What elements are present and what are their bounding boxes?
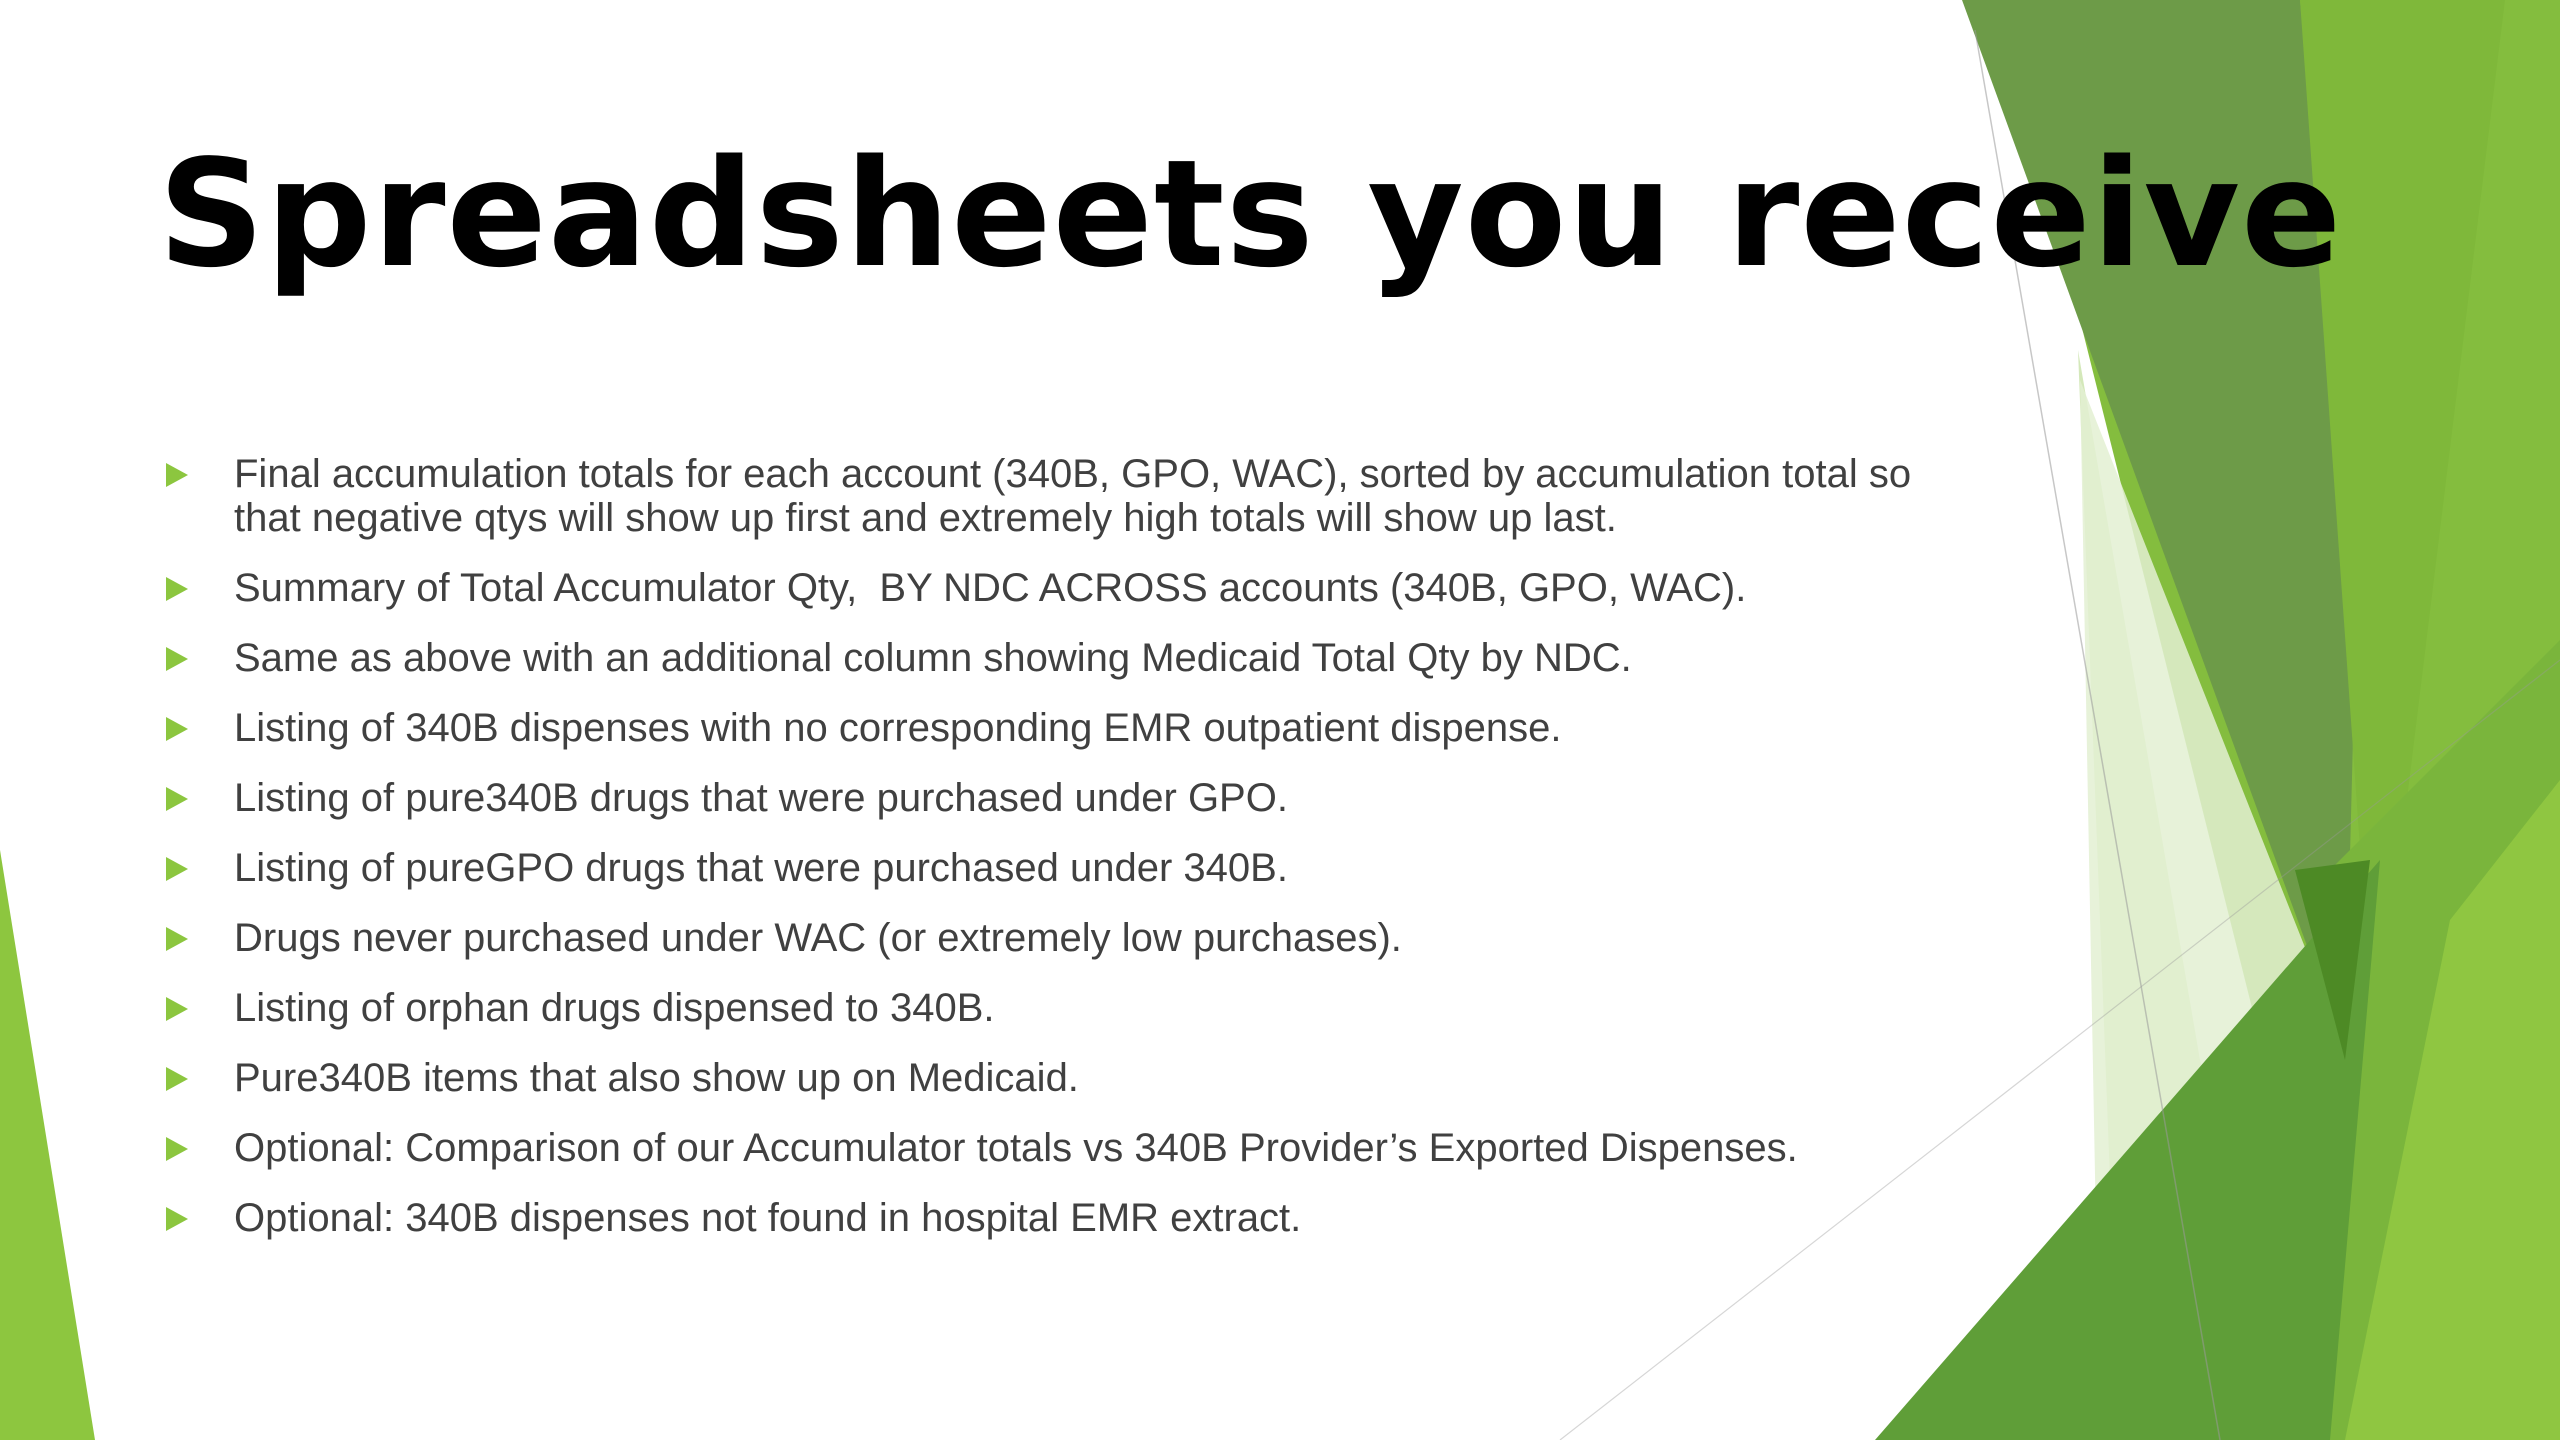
bullet-item	[160, 1126, 1920, 1170]
triangle-right-icon	[166, 647, 188, 671]
bullet-item	[160, 452, 1923, 540]
bullet-item	[160, 636, 1920, 680]
bullet-text: Final accumulation totals for each account (340B, GPO, WAC), sorted by accumulation total so that negative qtys will show up first and extremely high totals will show up last.	[234, 452, 1923, 540]
bullet-item	[160, 1196, 1920, 1240]
bullet-item	[160, 846, 1920, 890]
slide-title: Spreadsheets you receive	[158, 128, 2343, 300]
triangle-right-icon	[166, 1137, 188, 1161]
bullet-text: Optional: 340B dispenses not found in hospital EMR extract.	[234, 1196, 1302, 1240]
triangle-right-icon	[166, 927, 188, 951]
bullet-text: Listing of pure340B drugs that were purchased under GPO.	[234, 776, 1288, 820]
bullet-item	[160, 566, 1920, 610]
triangle-right-icon	[166, 1207, 188, 1231]
bullet-text: Listing of orphan drugs dispensed to 340B.	[234, 986, 995, 1030]
bullet-text: Summary of Total Accumulator Qty, BY NDC ACROSS accounts (340B, GPO, WAC).	[234, 566, 1747, 610]
triangle-right-icon	[166, 857, 188, 881]
bullet-item	[160, 1056, 1920, 1100]
triangle-right-icon	[166, 787, 188, 811]
bullet-item	[160, 916, 1920, 960]
bullet-text: Pure340B items that also show up on Medicaid.	[234, 1056, 1079, 1100]
bullet-text: Listing of 340B dispenses with no corresponding EMR outpatient dispense.	[234, 706, 1562, 750]
triangle-right-icon	[166, 463, 188, 487]
triangle-right-icon	[166, 1067, 188, 1091]
bullet-text: Optional: Comparison of our Accumulator totals vs 340B Provider’s Exported Dispenses.	[234, 1126, 1798, 1170]
bullet-item	[160, 776, 1920, 820]
left-accent-shape	[0, 850, 95, 1440]
bullet-list	[160, 452, 1923, 1266]
bullet-text: Same as above with an additional column showing Medicaid Total Qty by NDC.	[234, 636, 1632, 680]
triangle-right-icon	[166, 577, 188, 601]
bullet-text: Listing of pureGPO drugs that were purchased under 340B.	[234, 846, 1288, 890]
bullet-text: Drugs never purchased under WAC (or extremely low purchases).	[234, 916, 1402, 960]
triangle-right-icon	[166, 997, 188, 1021]
bullet-item	[160, 986, 1920, 1030]
triangle-right-icon	[166, 717, 188, 741]
bullet-item	[160, 706, 1920, 750]
